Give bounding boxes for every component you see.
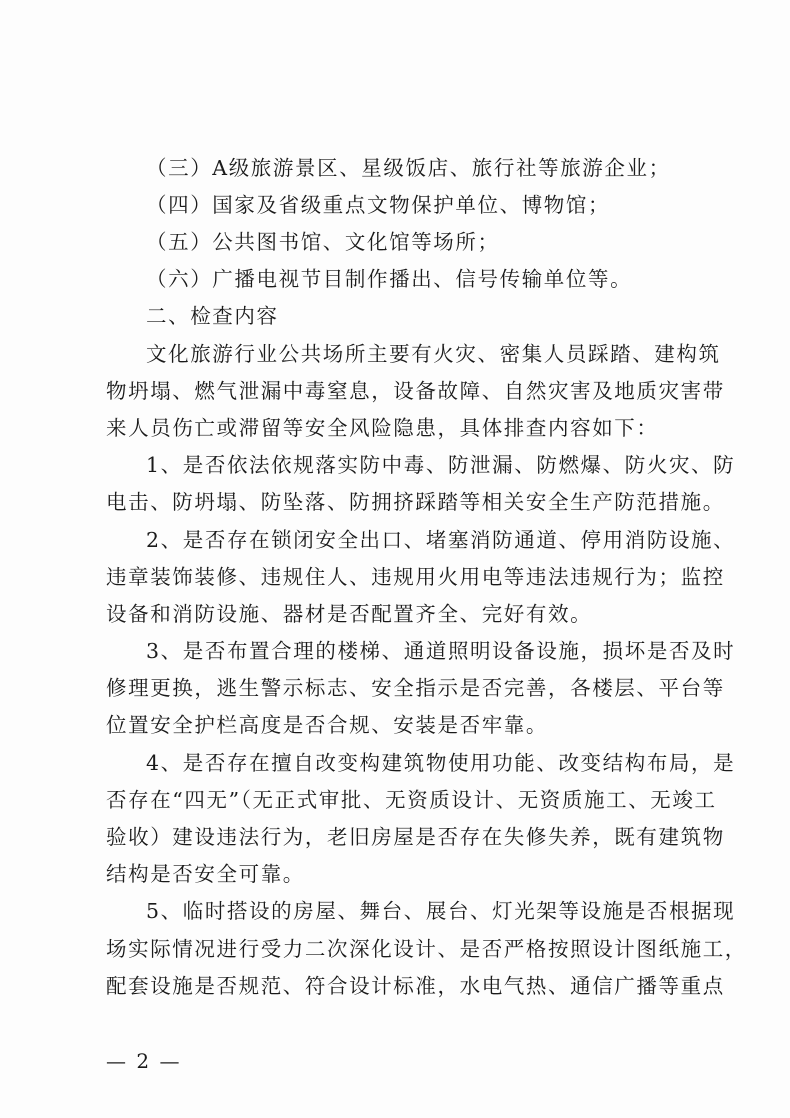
paragraph-line: 3、是否布置合理的楼梯、通道照明设备设施，损坏是否及时 — [146, 639, 736, 663]
section-heading: 二、检查内容 — [146, 304, 279, 328]
paragraph-line: 场实际情况进行受力二次深化设计、是否严格按照设计图纸施工， — [106, 937, 747, 961]
paragraph-line: 4、是否存在擅自改变构建筑物使用功能、改变结构布局，是 — [146, 751, 736, 775]
paragraph-line: 验收）建设违法行为，老旧房屋是否存在失修失养，既有建筑物 — [106, 825, 725, 849]
paragraph-line: 1、是否依法依规落实防中毒、防泄漏、防燃爆、防火灾、防 — [146, 453, 736, 477]
list-item: （三）A级旅游景区、星级饭店、旅行社等旅游企业； — [146, 156, 671, 180]
list-item: （五）公共图书馆、文化馆等场所； — [146, 230, 500, 254]
paragraph-line: 位置安全护栏高度是否合规、安装是否牢靠。 — [106, 713, 548, 737]
paragraph-line: 结构是否安全可靠。 — [106, 862, 305, 886]
paragraph-line: 5、临时搭设的房屋、舞台、展台、灯光架等设施是否根据现 — [146, 899, 736, 923]
list-item: （四）国家及省级重点文物保护单位、博物馆； — [146, 193, 611, 217]
paragraph-line: 否存在“四无”（无正式审批、无资质设计、无资质施工、无竣工 — [106, 788, 717, 812]
paragraph-line: 修理更换，逃生警示标志、安全指示是否完善，各楼层、平台等 — [106, 676, 725, 700]
paragraph-line: 文化旅游行业公共场所主要有火灾、密集人员踩踏、建构筑 — [146, 342, 721, 366]
paragraph-line: 物坍塌、燃气泄漏中毒窒息，设备故障、自然灾害及地质灾害带 — [106, 379, 725, 403]
paragraph-line: 2、是否存在锁闭安全出口、堵塞消防通道、停用消防设施、 — [146, 528, 736, 552]
paragraph-line: 配套设施是否规范、符合设计标准，水电气热、通信广播等重点 — [106, 974, 725, 998]
paragraph-line: 电击、防坍塌、防坠落、防拥挤踩踏等相关安全生产防范措施。 — [106, 490, 725, 514]
paragraph-line: 来人员伤亡或滞留等安全风险隐患，具体排查内容如下： — [106, 416, 659, 440]
page-number: — 2 — — [106, 1049, 182, 1073]
list-item: （六）广播电视节目制作播出、信号传输单位等。 — [146, 267, 633, 291]
paragraph-line: 设备和消防设施、器材是否配置齐全、完好有效。 — [106, 602, 593, 626]
paragraph-line: 违章装饰装修、违规住人、违规用火用电等违法违规行为；监控 — [106, 565, 725, 589]
